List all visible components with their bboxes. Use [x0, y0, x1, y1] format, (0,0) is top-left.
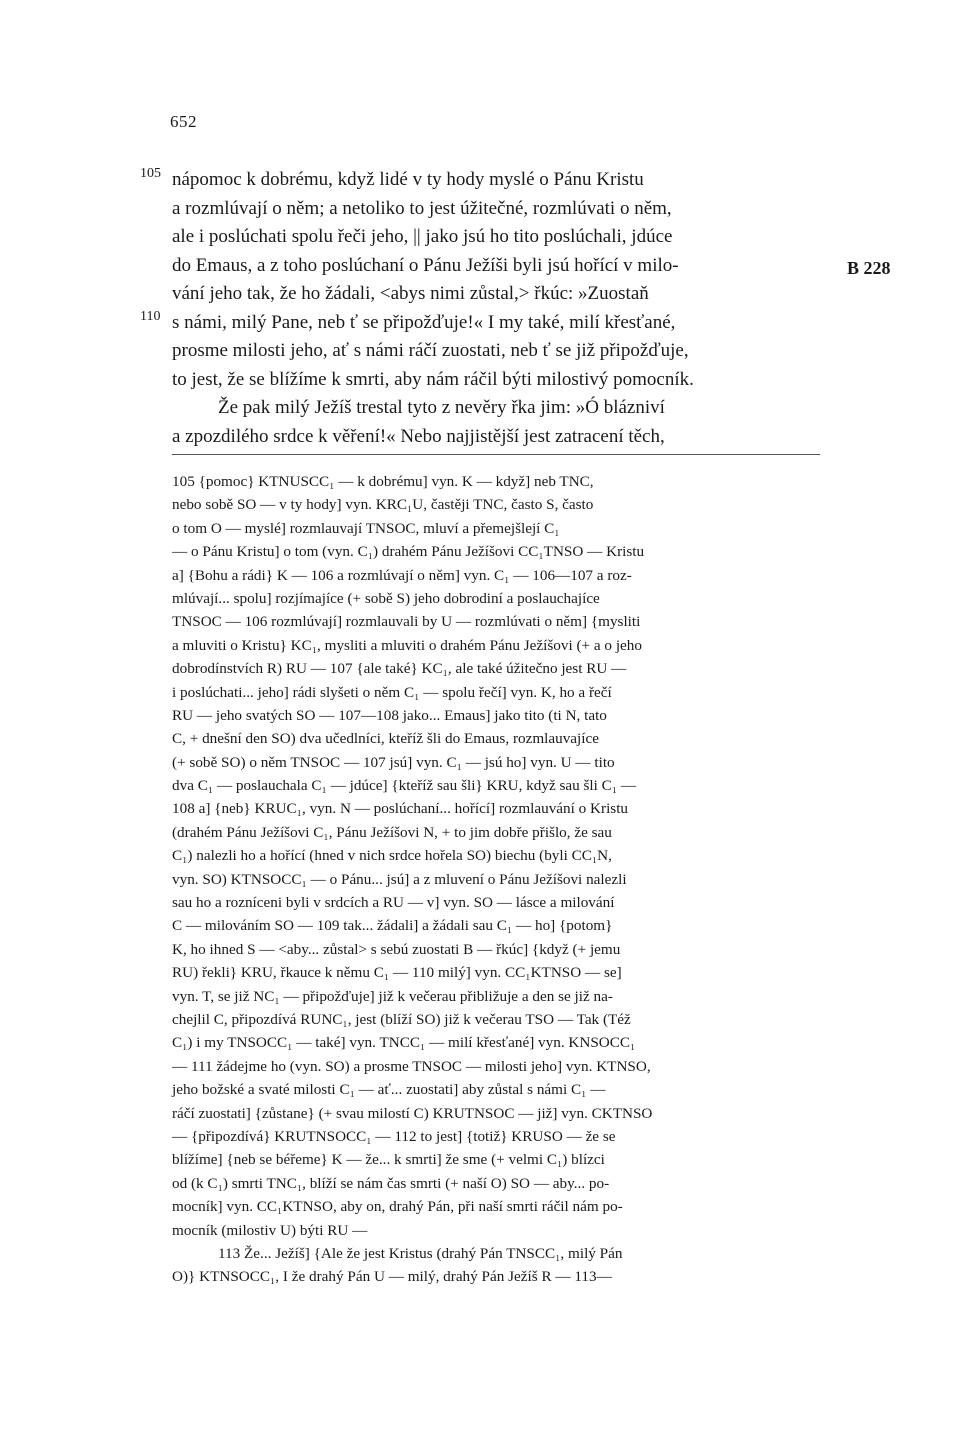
apparatus-line: C₁) nalezli ho a hořící (hned v nich srdce hořela SO) biechu (byli CC₁N, [172, 847, 612, 865]
main-text-line: vání jeho tak, že ho žádali, <abys nimi zůstal,> řkúc: »Zuostaň [172, 283, 649, 304]
main-text-line: a zpozdilého srdce k věření!« Nebo najjistější jest zatracení těch, [172, 425, 665, 447]
line-number-105: 105 [140, 166, 161, 181]
apparatus-line: blížíme] {neb se béřeme} K — že... k smrti] že sme (+ velmi C₁) blízci [172, 1151, 605, 1169]
apparatus-line: jeho božské a svaté milosti C₁ — ať... zuostati] aby zůstal s námi C₁ — [172, 1081, 606, 1099]
apparatus-line: — {připozdívá} KRUTNSOCC₁ — 112 to jest] {totiž} KRUSO — že se [172, 1127, 616, 1145]
main-text-line: a rozmlúvají o něm; a netoliko to jest úžitečné, rozmlúvati o něm, [172, 197, 672, 219]
main-text-line: do Emaus, a z toho poslúchaní o Pánu Ježíši byli jsú hořící v milo- [172, 254, 679, 276]
apparatus-line: dva C₁ — poslauchala C₁ — jdúce] {kteříž sau šli} KRU, když sau šli C₁ — [172, 777, 637, 795]
main-text-line: s námi, milý Pane, neb ť se připožďuje!« I my také, milí křesťané, [172, 311, 676, 333]
apparatus-line: — 111 žádejme ho (vyn. SO) a prosme TNSOC — milosti jeho] vyn. KTNSO, [172, 1057, 651, 1075]
apparatus-line: C — milováním SO — 109 tak... žádali] a žádali sau C₁ — ho] {potom} [172, 917, 613, 935]
main-text-line: Že pak milý Ježíš trestal tyto z nevěry řka jim: »Ó blázniví [218, 397, 665, 418]
apparatus-line: dobrodínstvích R) RU — 107 {ale také} KC₁, ale také úžitečno jest RU — [172, 660, 627, 678]
apparatus-line: a] {Bohu a rádi} K — 106 a rozmlúvají o něm] vyn. C₁ — 106—107 a roz- [172, 566, 632, 584]
apparatus-line: O)} KTNSOCC₁, I že drahý Pán U — milý, drahý Pán Ježíš R — 113— [172, 1268, 612, 1286]
apparatus-line: od (k C₁) smrti TNC₁, blíží se nám čas smrti (+ naší O) SO — aby... po- [172, 1174, 610, 1192]
apparatus-line: 113 Že... Ježíš] {Ale že jest Kristus (drahý Pán TNSCC₁, milý Pán [218, 1244, 623, 1262]
critical-apparatus [172, 470, 820, 1289]
margin-reference: B 228 [847, 258, 891, 278]
apparatus-line: a mluviti o Kristu} KC₁, mysliti a mluviti o drahém Pánu Ježíšovi (+ a o jeho [172, 636, 642, 654]
apparatus-line: ráčí zuostati] {zůstane} (+ svau milostí C) KRUTNSOC — již] vyn. CKTNSO [172, 1104, 653, 1122]
apparatus-line: C₁) i my TNSOCC₁ — také] vyn. TNCC₁ — milí křesťané] vyn. KNSOCC₁ [172, 1034, 636, 1052]
apparatus-line: 108 a] {neb} KRUC₁, vyn. N — poslúchaní... hořící] rozmlauvání o Kristu [172, 800, 629, 818]
apparatus-line: C, + dnešní den SO) dva učedlníci, kteříž šli do Emaus, rozmlauvajíce [172, 730, 599, 748]
apparatus-line: vyn. SO) KTNSOCC₁ — o Pánu... jsú] a z mluvení o Pánu Ježíšovi nalezli [172, 870, 627, 888]
line-number-110: 110 [140, 309, 161, 324]
main-text-line: nápomoc k dobrému, když lidé v ty hody myslé o Pánu Kristu [172, 169, 644, 190]
page-number: 652 [170, 112, 197, 131]
apparatus-line: mlúvají... spolu] rozjímajíce (+ sobě S) jeho dobrodiní a poslauchajíce [172, 589, 600, 607]
main-text-line: to jest, že se blížíme k smrti, aby nám ráčil býti milostivý pomocník. [172, 368, 694, 390]
apparatus-line: TNSOC — 106 rozmlúvají] rozmlauvali by U — rozmlúvati o něm] {mysliti [172, 613, 641, 631]
apparatus-line: sau ho a rozníceni byli v srdcích a RU — v] vyn. SO — lásce a milování [172, 894, 615, 912]
apparatus-line: mocník] vyn. CC₁KTNSO, aby on, drahý Pán, při naší smrti ráčil nám po- [172, 1198, 623, 1216]
apparatus-line: RU) řekli} KRU, řkauce k němu C₁ — 110 milý] vyn. CC₁KTNSO — se] [172, 964, 622, 982]
apparatus-line: i poslúchati... jeho] rádi slyšeti o něm C₁ — spolu řečí] vyn. K, ho a řečí [172, 683, 612, 701]
apparatus-line: (+ sobě SO) o něm TNSOC — 107 jsú] vyn. C₁ — jsú ho] vyn. U — tito [172, 753, 615, 771]
apparatus-separator [172, 454, 820, 455]
main-text [172, 166, 820, 451]
apparatus-line: RU — jeho svatých SO — 107—108 jako... Emaus] jako tito (ti N, tato [172, 706, 607, 724]
apparatus-line: chejlil C, připozdívá RUNC₁, jest (blíží SO) již k večerau TSO — Tak (Též [172, 1010, 631, 1028]
apparatus-line: o tom O — myslé] rozmlauvají TNSOC, mluví a přemejšlejí C₁ [172, 519, 560, 537]
apparatus-line: 105 {pomoc} KTNUSCC₁ — k dobrému] vyn. K — když] neb TNC, [172, 473, 594, 490]
apparatus-line: (drahém Pánu Ježíšovi C₁, Pánu Ježíšovi N, + to jim dobře přišlo, že sau [172, 823, 612, 841]
main-text-line: prosme milosti jeho, ať s námi ráčí zuostati, neb ť se již připožďuje, [172, 340, 689, 361]
apparatus-line: vyn. T, se již NC₁ — připožďuje] již k večerau přibližuje a den se již na- [172, 987, 613, 1005]
apparatus-line: nebo sobě SO — v ty hody] vyn. KRC₁U, častěji TNC, často S, často [172, 496, 594, 514]
apparatus-line: K, ho ihned S — <aby... zůstal> s sebú zuostati B — řkúc] {když (+ jemu [172, 940, 621, 958]
apparatus-line: mocník (milostiv U) býti RU — [172, 1221, 368, 1239]
main-text-line: ale i poslúchati spolu řeči jeho, || jako jsú ho tito poslúchali, jdúce [172, 226, 673, 247]
apparatus-line: — o Pánu Kristu] o tom (vyn. C₁) drahém Pánu Ježíšovi CC₁TNSO — Kristu [172, 543, 645, 561]
